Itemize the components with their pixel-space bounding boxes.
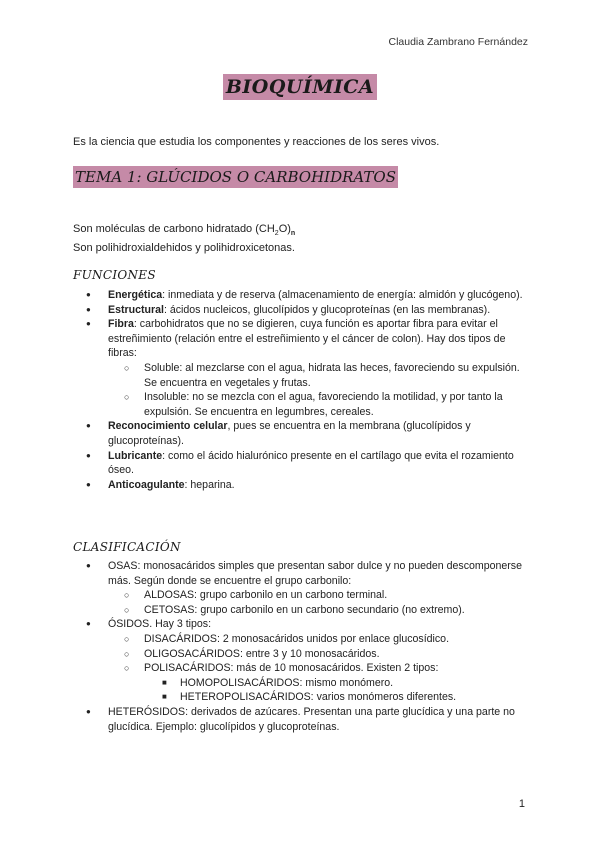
list-item bbox=[108, 661, 533, 705]
list-item: ○ OLIGOSACÁRIDOS: entre 3 y 10 monosacáridos. bbox=[108, 647, 533, 662]
item-term: Reconocimiento celular bbox=[108, 420, 228, 433]
clasificacion-heading: CLASIFICACIÓN bbox=[73, 540, 181, 554]
item-text: : carbohidratos que no se digieren, cuya función es aportar fibra para evitar el estreñimiento (relación entre el estreñimiento y el cáncer de colon). Hay dos tipos de fibras: bbox=[108, 318, 506, 360]
list-item bbox=[73, 617, 533, 705]
fibra-sublist bbox=[108, 361, 533, 419]
list-item: ○ CETOSAS: grupo carbonilo en un carbono secundario (no extremo). bbox=[108, 603, 533, 618]
osidos-sublist bbox=[108, 632, 533, 705]
funciones-list bbox=[73, 288, 533, 492]
list-item: ○ Insoluble: no se mezcla con el agua, favoreciendo la motilidad, y por tanto la expulsión. Se encuentra en legumbres, cereales. bbox=[108, 390, 533, 419]
list-item bbox=[73, 478, 533, 493]
subscript-n: n bbox=[290, 230, 296, 238]
list-item bbox=[73, 449, 533, 478]
item-term: Fibra bbox=[108, 318, 134, 331]
list-item bbox=[73, 288, 533, 303]
item-term: Anticoagulante bbox=[108, 478, 185, 491]
item-text: : heparina. bbox=[184, 478, 235, 491]
polisacaridos-text: POLISACÁRIDOS: más de 10 monosacáridos. Existen 2 tipos: bbox=[144, 662, 439, 675]
polisacaridos-sublist bbox=[144, 676, 533, 705]
list-item bbox=[73, 317, 533, 419]
item-term: Lubricante bbox=[108, 449, 163, 462]
title-wrapper bbox=[0, 74, 600, 100]
definition-prefix: Son moléculas de carbono hidratado (CH bbox=[73, 223, 275, 235]
list-item bbox=[73, 559, 533, 617]
page-number: 1 bbox=[518, 798, 525, 810]
item-text: : inmediata y de reserva (almacenamiento de energía: almidón y glucógeno). bbox=[162, 289, 523, 301]
osidos-text: ÓSIDOS. Hay 3 tipos: bbox=[108, 618, 212, 631]
author-name: Claudia Zambrano Fernández bbox=[388, 36, 528, 48]
intro-paragraph: Es la ciencia que estudia los componentes y reacciones de los seres vivos. bbox=[73, 136, 440, 148]
list-item bbox=[73, 419, 533, 448]
list-item: ■ HOMOPOLISACÁRIDOS: mismo monómero. bbox=[144, 676, 533, 691]
list-item: ● HETERÓSIDOS: derivados de azúcares. Presentan una parte glucídica y una parte no glucídica. Ejemplo: glucolípidos y glucoproteínas. bbox=[73, 705, 533, 734]
funciones-heading: FUNCIONES bbox=[73, 268, 156, 282]
list-item: ○ Soluble: al mezclarse con el agua, hidrata las heces, favoreciendo su expulsión. Se encuentra en vegetales y frutas. bbox=[108, 361, 533, 390]
list-item: ○ ALDOSAS: grupo carbonilo en un carbono terminal. bbox=[108, 588, 533, 603]
definition-block bbox=[73, 222, 295, 255]
definition-line-2: Son polihidroxialdehidos y polihidroxicetonas. bbox=[73, 242, 295, 255]
item-term: Estructural bbox=[108, 303, 164, 316]
item-term: Energética bbox=[108, 289, 163, 301]
definition-line-1 bbox=[73, 222, 295, 241]
list-item: ■ HETEROPOLISACÁRIDOS: varios monómeros diferentes. bbox=[144, 690, 533, 705]
item-text: : ácidos nucleicos, glucolípidos y glucoproteínas (en las membranas). bbox=[163, 303, 491, 316]
page-title: BIOQUÍMICA bbox=[223, 74, 377, 100]
subscript-2: 2 bbox=[274, 230, 279, 238]
item-text: , pues se encuentra en la membrana (glucolípidos y glucoproteínas). bbox=[108, 420, 471, 447]
definition-mid: O) bbox=[278, 223, 291, 235]
tema-heading: TEMA 1: GLÚCIDOS O CARBOHIDRATOS bbox=[75, 168, 396, 186]
item-text: : como el ácido hialurónico presente en el cartílago que evita el rozamiento óseo. bbox=[108, 449, 514, 477]
osas-sublist bbox=[108, 588, 533, 617]
list-item bbox=[73, 303, 533, 318]
clasificacion-list bbox=[73, 559, 533, 734]
osas-text: OSAS: monosacáridos simples que presentan sabor dulce y no pueden descomponerse más. Según donde se encuentre el grupo carbonilo: bbox=[108, 560, 522, 587]
list-item: ○ DISACÁRIDOS: 2 monosacáridos unidos por enlace glucosídico. bbox=[108, 632, 533, 647]
